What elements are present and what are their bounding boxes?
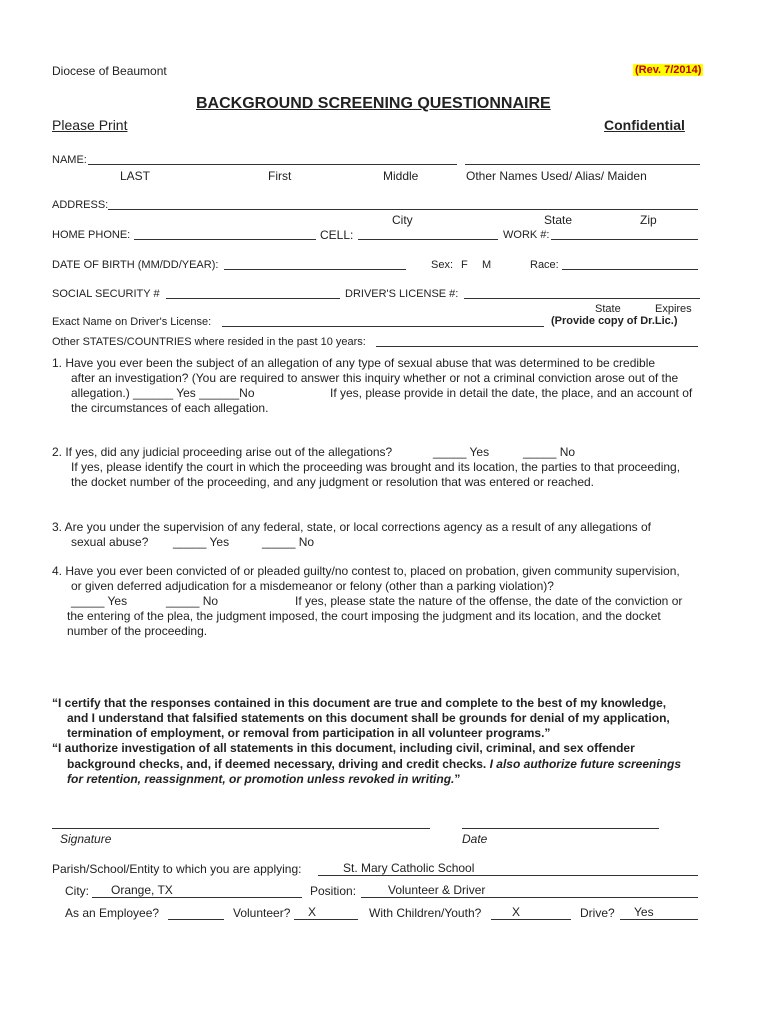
q3-line2: sexual abuse?: [71, 535, 149, 549]
other-names-field[interactable]: [465, 164, 700, 165]
race-field[interactable]: [562, 269, 698, 270]
q3-yes-option[interactable]: _____ Yes: [173, 535, 230, 549]
volunteer-field[interactable]: [294, 919, 358, 920]
dl-state-label: State: [595, 303, 621, 315]
work-field[interactable]: [551, 239, 698, 240]
name-last-label: LAST: [120, 169, 151, 183]
q4-line4: the entering of the plea, the judgment imposed, the court imposing the judgment and its location, and the docket: [67, 609, 661, 623]
cell-label: CELL:: [320, 228, 354, 242]
city-label: City:: [65, 884, 89, 898]
drive-label: Drive?: [580, 906, 615, 920]
date-label: Date: [462, 832, 488, 846]
address-label: ADDRESS:: [52, 199, 109, 211]
q2-line1: 2. If yes, did any judicial proceeding arise out of the allegations?: [52, 445, 393, 459]
q3-line1: 3. Are you under the supervision of any federal, state, or local corrections agency as a result of any allegations of: [52, 520, 652, 534]
cert-p1-line1: “I certify that the responses contained in this document are true and complete to the best of my knowledge,: [52, 696, 667, 710]
q2-line2: If yes, please identify the court in which the proceeding was brought and its location, the parties to that proceeding,: [71, 460, 681, 474]
volunteer-value: X: [308, 905, 317, 919]
parish-field[interactable]: [318, 875, 698, 876]
children-field[interactable]: [491, 919, 571, 920]
confidential-label: Confidential: [604, 117, 685, 133]
name-middle-label: Middle: [383, 169, 419, 183]
exact-name-label: Exact Name on Driver's License:: [52, 316, 212, 328]
please-print-label: Please Print: [52, 117, 128, 133]
employee-field[interactable]: [168, 919, 224, 920]
q4-line1: 4. Have you ever been convicted of or pleaded guilty/no contest to, placed on probation, given community supervision,: [52, 564, 680, 578]
sex-f-option[interactable]: F: [461, 259, 468, 271]
name-other-label: Other Names Used/ Alias/ Maiden: [466, 169, 647, 183]
name-first-label: First: [268, 169, 292, 183]
exact-name-field[interactable]: [222, 326, 544, 327]
cert-p2-line3: for retention, reassignment, or promotion unless revoked in writing.”: [67, 772, 461, 786]
date-line[interactable]: [462, 828, 659, 829]
address-zip-label: Zip: [640, 213, 657, 227]
position-value: Volunteer & Driver: [388, 883, 486, 897]
address-field[interactable]: [108, 209, 698, 210]
q4-line2: or given deferred adjudication for a misdemeanor or felony (other than a parking violation)?: [71, 579, 554, 593]
name-label: NAME:: [52, 154, 87, 166]
race-label: Race:: [530, 259, 559, 271]
dob-field[interactable]: [224, 269, 406, 270]
position-label: Position:: [310, 884, 357, 898]
name-field[interactable]: [88, 164, 457, 165]
q3-no-option[interactable]: _____ No: [262, 535, 315, 549]
form-title: BACKGROUND SCREENING QUESTIONNAIRE: [196, 95, 551, 112]
home-phone-label: HOME PHONE:: [52, 229, 131, 241]
q2-no-option[interactable]: _____ No: [523, 445, 576, 459]
revision-badge: (Rev. 7/2014): [635, 64, 702, 76]
cert-p2-line2: background checks, and, if deemed necessary, driving and credit checks. I also authorize future screenings: [67, 757, 682, 771]
cell-field[interactable]: [358, 239, 498, 240]
sex-label: Sex:: [431, 259, 454, 271]
q1-line4: the circumstances of each allegation.: [71, 401, 269, 415]
sex-m-option[interactable]: M: [482, 259, 492, 271]
other-states-label: Other STATES/COUNTRIES where resided in the past 10 years:: [52, 336, 366, 348]
work-label: WORK #:: [503, 229, 550, 241]
dob-label: DATE OF BIRTH (MM/DD/YEAR):: [52, 259, 219, 271]
cert-p1-line2: and I understand that falsified statements on this document shall be grounds for denial of my application,: [67, 711, 670, 725]
city-value: Orange, TX: [111, 883, 173, 897]
q4-no-option[interactable]: _____ No: [166, 594, 219, 608]
dl-expires-label: Expires: [655, 303, 692, 315]
q4-yes-option[interactable]: _____ Yes: [71, 594, 128, 608]
children-value: X: [512, 905, 521, 919]
q2-line3: the docket number of the proceeding, and any judgment or resolution that was entered or reached.: [71, 475, 594, 489]
city-field[interactable]: [92, 897, 302, 898]
q2-yes-option[interactable]: _____ Yes: [433, 445, 490, 459]
dl-label: DRIVER'S LICENSE #:: [345, 288, 459, 300]
q1-line1: 1. Have you ever been the subject of an allegation of any type of sexual abuse that was determined to be credible: [52, 356, 656, 370]
drive-field[interactable]: [620, 919, 698, 920]
cert-p1-line3: termination of employment, or removal from participation in all volunteer programs.”: [67, 726, 551, 740]
q1-answer[interactable]: allegation.) ______ Yes ______No: [71, 386, 255, 400]
home-phone-field[interactable]: [134, 239, 316, 240]
cert-p2-line1: “I authorize investigation of all statements in this document, including civil, criminal, and sex offender: [52, 741, 635, 755]
other-states-field[interactable]: [376, 346, 698, 347]
q1-line2: after an investigation? (You are required to answer this inquiry whether or not a criminal conviction arose out of the: [71, 371, 679, 385]
provide-copy-note: (Provide copy of Dr.Lic.): [551, 315, 678, 327]
position-field[interactable]: [361, 897, 698, 898]
q4-line5: number of the proceeding.: [67, 624, 208, 638]
q1-line3: If yes, please provide in detail the date, the place, and an account of: [330, 386, 693, 400]
drive-value: Yes: [634, 905, 654, 919]
signature-label: Signature: [60, 832, 112, 846]
employee-label: As an Employee?: [65, 906, 160, 920]
parish-label: Parish/School/Entity to which you are applying:: [52, 862, 302, 876]
ssn-field[interactable]: [166, 298, 340, 299]
children-label: With Children/Youth?: [369, 906, 482, 920]
ssn-label: SOCIAL SECURITY #: [52, 288, 160, 300]
signature-line[interactable]: [52, 828, 430, 829]
volunteer-label: Volunteer?: [233, 906, 291, 920]
q4-line3: If yes, please state the nature of the offense, the date of the conviction or: [295, 594, 683, 608]
address-city-label: City: [392, 213, 413, 227]
org-name: Diocese of Beaumont: [52, 64, 167, 78]
address-state-label: State: [544, 213, 573, 227]
dl-field[interactable]: [464, 298, 700, 299]
parish-value: St. Mary Catholic School: [343, 861, 475, 875]
